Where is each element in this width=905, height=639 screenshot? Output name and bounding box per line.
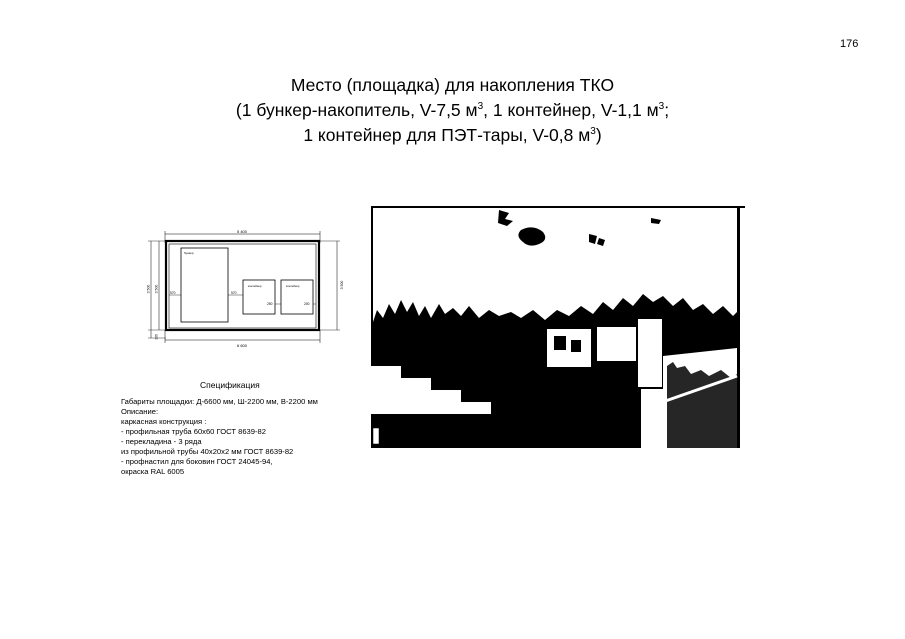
site-plan-drawing [140,225,355,350]
dim-label-gap-c1: 250 [267,302,273,306]
spec-line: каркасная конструкция : [121,417,207,426]
title-line-1: Место (площадка) для накопления ТКО [290,75,615,95]
container-2-label: контейнер [286,284,300,288]
dim-label-gap-left: 570 [170,291,176,295]
superscript-cubic: 3 [477,101,484,112]
title-line-3-part-b: ) [595,124,602,145]
spec-line: - профильная труба 60х60 ГОСТ 8639-82 [121,427,266,436]
spec-line: - профнастил для боковин ГОСТ 24045-94, [121,457,273,466]
photo-corner-mark [373,428,379,444]
title-line-2-part-c: ; [664,99,670,120]
spec-line: окраска RAL 6005 [121,467,185,476]
photo-top-edge [371,206,745,208]
superscript-cubic: 3 [590,125,596,137]
dim-label-left: 3 500 [154,284,159,294]
photo-field-texture [667,362,737,448]
photo-right-edge [737,206,740,448]
photo-bunker-detail [571,340,581,352]
dim-label-right: 3 500 [340,280,344,290]
spec-heading: Спецификация [200,380,260,390]
bunker-label: бункер [184,251,194,255]
page-title [150,74,755,146]
spec-line: - перекладина - 3 ряда [121,437,202,446]
photo-bunker [546,328,592,368]
title-line-2-part-b: , 1 контейнер, V-1,1 м [483,99,659,120]
superscript-cubic: 3 [658,101,665,112]
dim-label-gap-c2: 200 [304,302,310,306]
photo-side-panel [637,318,663,388]
spec-body [121,397,361,477]
photo-bunker-detail [554,336,566,350]
title-line-2 [150,96,755,121]
site-photo [371,206,745,448]
dim-label-top: 5 400 [236,229,248,234]
container-1-label: контейнер [248,284,262,288]
photo-container [596,326,638,362]
spec-line: Описание: [121,407,159,416]
title-line-2-part-a: (1 бункер-накопитель, V-7,5 м [235,99,478,120]
title-line-3 [150,121,755,146]
spec-line: из профильной трубы 40х20х2 мм ГОСТ 8639-82 [121,447,294,456]
dim-label-gap-mid: 570 [231,291,237,295]
dim-label-bottom-left: 300 [154,334,159,340]
dim-label-bottom: 6 600 [236,343,248,348]
bunker-outline [181,248,228,322]
dim-label-left-outer: 3 500 [146,284,151,294]
title-line-3-part-a: 1 контейнер для ПЭТ-тары, V-0,8 м [303,124,591,145]
page-number: 176 [840,38,859,50]
spec-line: Габариты площадки: Д-6600 мм, Ш-2200 мм, В-2200 мм [121,397,318,406]
